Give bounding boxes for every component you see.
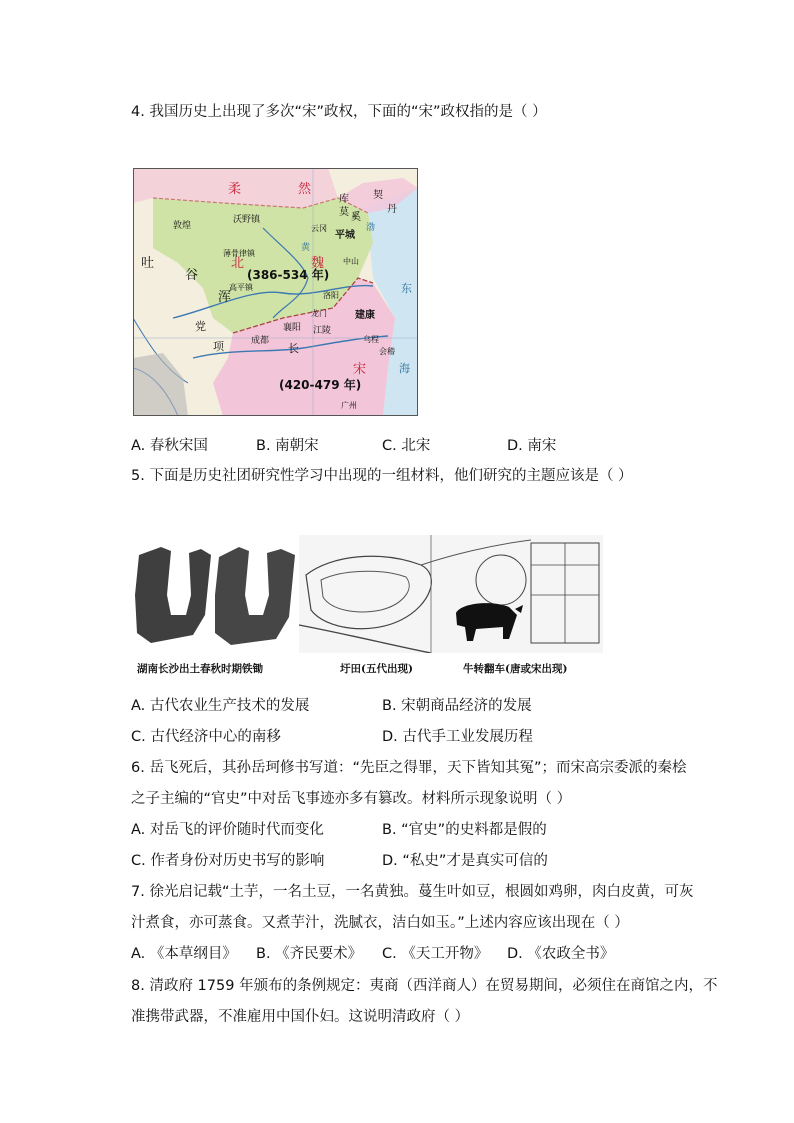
q8-stem-line2: 准携带武器，不准雇用中国仆妇。这说明清政府（ ）: [131, 1009, 470, 1025]
map-label: 江陵: [313, 326, 332, 336]
q5-option-c[interactable]: C. 古代经济中心的南移: [131, 729, 281, 745]
map-label: 会稽: [379, 347, 395, 356]
q4-option-a[interactable]: A. 春秋宋国: [131, 438, 208, 454]
q7-stem-line2: 汁煮食，亦可蒸食。又煮芋汁，洗腻衣，洁白如玉。”上述内容应该出现在（ ）: [131, 915, 629, 931]
map-label: 建康: [355, 310, 375, 321]
map-label: 海: [399, 362, 410, 375]
q4-option-b[interactable]: B. 南朝宋: [256, 438, 319, 454]
q8-stem-line1: 8. 清政府 1759 年颁布的条例规定：夷商（西洋商人）在贸易期间，必须住在商馆之内，不: [131, 978, 718, 994]
map-label: (386-534 年): [247, 268, 330, 282]
map-label: 吐: [141, 256, 155, 271]
map-label: 魏: [311, 256, 325, 271]
map-label: 中山: [343, 257, 359, 266]
q4-map: [133, 168, 418, 416]
map-label: 黄: [301, 243, 311, 253]
map-label: 浑: [218, 290, 232, 305]
map-background: [133, 168, 418, 416]
map-label: 宋: [353, 362, 367, 377]
q4-option-d[interactable]: D. 南宋: [507, 438, 557, 454]
q6-option-c[interactable]: C. 作者身份对历史书写的影响: [131, 853, 325, 869]
map-label: 柔: [228, 182, 242, 197]
q7-stem-line1: 7. 徐光启记载“土芋，一名土豆，一名黄独。蔓生叶如豆，根圆如鸡卵，肉白皮黄，可灰: [131, 884, 694, 900]
q5-figure: [131, 535, 603, 685]
map-label: 云冈: [311, 224, 327, 233]
map-label: 项: [213, 340, 224, 353]
map-label: 沃野镇: [233, 215, 261, 225]
map-label: 广州: [341, 401, 357, 410]
q6-stem-line1: 6. 岳飞死后，其孙岳珂修书写道：“先臣之得罪，天下皆知其冤”；而宋高宗委派的秦桧: [131, 760, 687, 776]
q5-option-b[interactable]: B. 宋朝商品经济的发展: [382, 698, 532, 714]
q5-caption-waterwheel: 牛转翻车(唐或宋出现): [463, 663, 568, 675]
map-label: 谷: [185, 268, 199, 283]
map-label: 渤: [366, 223, 376, 233]
q6-stem-line2: 之子主编的“官史”中对岳飞事迹亦多有篡改。材料所示现象说明（ ）: [131, 791, 572, 807]
map-label: 奚: [351, 212, 361, 223]
q6-option-b[interactable]: B. “官史”的史料都是假的: [382, 822, 547, 838]
map-label: 党: [195, 320, 206, 333]
map-label: 北: [231, 256, 245, 271]
q6-option-a[interactable]: A. 对岳飞的评价随时代而变化: [131, 822, 324, 838]
map-label: 平城: [335, 230, 355, 241]
map-label: 薄骨律镇: [223, 249, 255, 258]
map-label: 然: [298, 182, 312, 197]
map-label: 契: [373, 190, 383, 201]
q5-images: [131, 535, 603, 653]
q5-stem: 5. 下面是历史社团研究性学习中出现的一组材料，他们研究的主题应该是（ ）: [131, 468, 633, 484]
q6-option-d[interactable]: D. “私史”才是真实可信的: [382, 853, 548, 869]
q4-stem: 4. 我国历史上出现了多次“宋”政权，下面的“宋”政权指的是（ ）: [131, 104, 547, 120]
map-label: 洛阳: [323, 291, 339, 300]
map-label: 乌程: [363, 335, 379, 344]
map-label: 敦煌: [173, 221, 192, 231]
q7-option-b[interactable]: B. 《齐民要术》: [256, 946, 363, 962]
q7-option-d[interactable]: D. 《农政全书》: [507, 946, 615, 962]
map-label: 莫: [339, 207, 349, 218]
q5-caption-hoe: 湖南长沙出土春秋时期铁锄: [137, 663, 263, 675]
map-label: 高平镇: [229, 283, 253, 292]
q4-option-c[interactable]: C. 北宋: [382, 438, 431, 454]
q5-option-a[interactable]: A. 古代农业生产技术的发展: [131, 698, 310, 714]
map-label: 襄阳: [283, 323, 302, 333]
map-label: 龙门: [311, 309, 327, 318]
map-label: 库: [339, 194, 349, 205]
map-label: (420-479 年): [279, 378, 362, 392]
map-label: 成都: [251, 336, 270, 346]
q5-caption-field: 圩田(五代出现): [340, 663, 413, 675]
q7-option-c[interactable]: C. 《天工开物》: [382, 946, 489, 962]
q5-option-d[interactable]: D. 古代手工业发展历程: [382, 729, 533, 745]
map-label: 长: [288, 342, 299, 355]
q7-option-a[interactable]: A. 《本草纲目》: [131, 946, 237, 962]
map-label: 丹: [387, 204, 397, 215]
map-label: 东: [401, 282, 412, 295]
